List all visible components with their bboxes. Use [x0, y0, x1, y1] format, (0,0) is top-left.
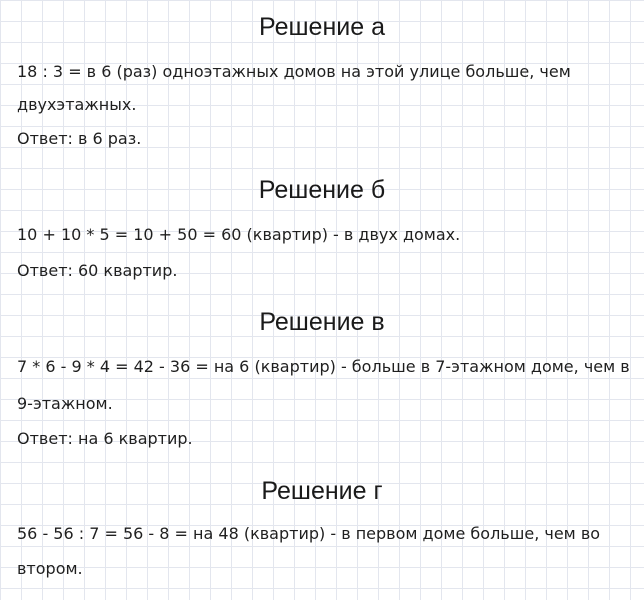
- solution-v-line-1: 7 * 6 - 9 * 4 = 42 - 36 = на 6 (квартир) - больше в 7-этажном доме, чем в: [17, 357, 630, 376]
- solution-v-heading: Решение в: [259, 308, 385, 336]
- solution-b-answer: Ответ: 60 квартир.: [17, 261, 178, 280]
- solution-b-line-1: 10 + 10 * 5 = 10 + 50 = 60 (квартир) - в двух домах.: [17, 225, 461, 244]
- solution-a-line-1: 18 : 3 = в 6 (раз) одноэтажных домов на этой улице больше, чем: [17, 62, 571, 81]
- solution-a-line-2: двухэтажных.: [17, 95, 137, 114]
- solution-v-line-2: 9-этажном.: [17, 394, 113, 413]
- solution-a-heading: Решение а: [259, 13, 385, 41]
- solution-g-line-2: втором.: [17, 559, 83, 578]
- solution-a-answer: Ответ: в 6 раз.: [17, 129, 142, 148]
- solution-g-heading: Решение г: [261, 477, 383, 505]
- solution-v-answer: Ответ: на 6 квартир.: [17, 429, 193, 448]
- solution-b-heading: Решение б: [258, 176, 386, 204]
- solution-g-line-1: 56 - 56 : 7 = 56 - 8 = на 48 (квартир) - в первом доме больше, чем во: [17, 524, 601, 543]
